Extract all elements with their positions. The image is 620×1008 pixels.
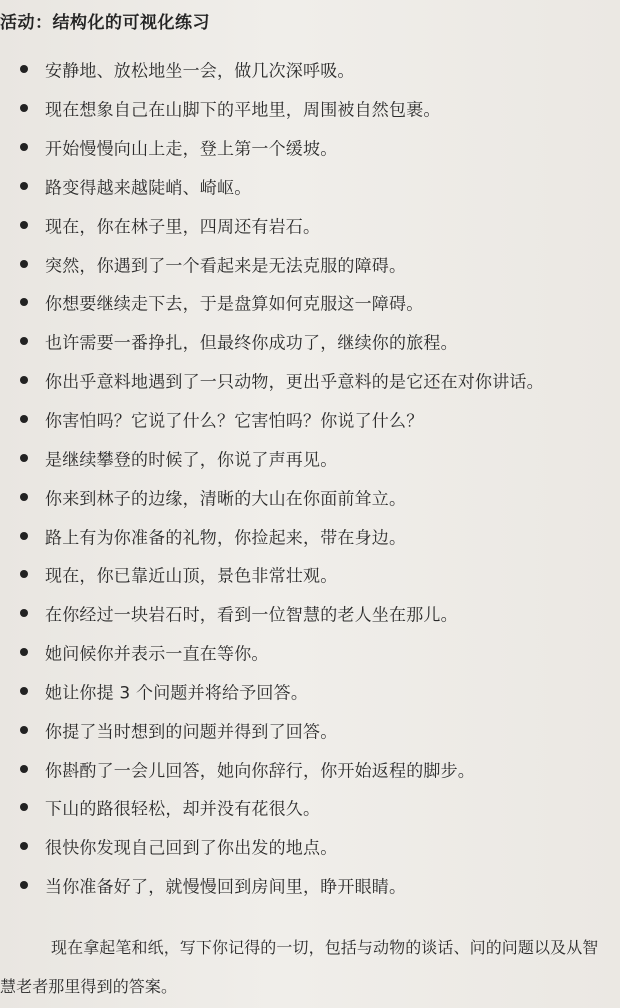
- bullet-icon: [20, 143, 28, 151]
- bullet-icon: [20, 260, 28, 268]
- list-item-text: 你想要继续走下去，于是盘算如何克服这一障碍。: [45, 294, 424, 315]
- bullet-icon: [20, 104, 28, 112]
- list-item-text: 是继续攀登的时候了，你说了声再见。: [45, 450, 338, 471]
- activity-title: 活动：结构化的可视化练习: [0, 13, 210, 33]
- list-item-text: 你来到林子的边缘，清晰的大山在你面前耸立。: [45, 489, 407, 510]
- list-item-text: 下山的路很轻松，却并没有花很久。: [45, 799, 321, 820]
- list-item-text: 你害怕吗？它说了什么？它害怕吗？你说了什么？: [45, 411, 424, 432]
- bullet-icon: [20, 376, 28, 384]
- bullet-icon: [20, 493, 28, 501]
- bullet-icon: [20, 298, 28, 306]
- bullet-icon: [20, 687, 28, 695]
- bullet-icon: [20, 726, 28, 734]
- bullet-icon: [20, 337, 28, 345]
- bullet-icon: [20, 881, 28, 889]
- list-item-text: 路变得越来越陡峭、崎岖。: [45, 178, 252, 199]
- list-item-text: 在你经过一块岩石时，看到一位智慧的老人坐在那儿。: [45, 605, 458, 626]
- list-item-text: 开始慢慢向山上走，登上第一个缓坡。: [45, 139, 338, 160]
- bullet-icon: [20, 842, 28, 850]
- bullet-icon: [20, 570, 28, 578]
- bullet-icon: [20, 765, 28, 773]
- bullet-icon: [20, 454, 28, 462]
- bullet-icon: [20, 648, 28, 656]
- bullet-icon: [20, 65, 28, 73]
- bullet-icon: [20, 415, 28, 423]
- bullet-icon: [20, 609, 28, 617]
- list-item-text: 很快你发现自己回到了你出发的地点。: [45, 838, 338, 859]
- bullet-icon: [20, 803, 28, 811]
- list-item-text: 也许需要一番挣扎，但最终你成功了，继续你的旅程。: [45, 333, 458, 354]
- bullet-icon: [20, 182, 28, 190]
- list-item-text: 她让你提 3 个问题并将给予回答。: [45, 683, 309, 704]
- list-item-text: 你出乎意料地遇到了一只动物，更出乎意料的是它还在对你讲话。: [45, 372, 544, 393]
- list-item-text: 你提了当时想到的问题并得到了回答。: [45, 722, 338, 743]
- list-item-text: 安静地、放松地坐一会，做几次深呼吸。: [45, 61, 355, 82]
- bullet-icon: [20, 532, 28, 540]
- list-item-text: 你斟酌了一会儿回答，她向你辞行，你开始返程的脚步。: [45, 761, 475, 782]
- list-item-text: 现在，你在林子里，四周还有岩石。: [45, 217, 321, 238]
- closing-paragraph: 现在拿起笔和纸，写下你记得的一切，包括与动物的谈话、问的问题以及从智慧老者那里得到的答案。: [0, 938, 599, 996]
- bullet-icon: [20, 221, 28, 229]
- list-item-text: 路上有为你准备的礼物，你捡起来，带在身边。: [45, 528, 407, 549]
- list-item-text: 现在，你已靠近山顶，景色非常壮观。: [45, 566, 338, 587]
- list-item-text: 现在想象自己在山脚下的平地里，周围被自然包裹。: [45, 100, 441, 121]
- list-item-text: 突然，你遇到了一个看起来是无法克服的障碍。: [45, 256, 407, 277]
- list-item-text: 她问候你并表示一直在等你。: [45, 644, 269, 665]
- list-item-text: 当你准备好了，就慢慢回到房间里，睁开眼睛。: [45, 877, 407, 898]
